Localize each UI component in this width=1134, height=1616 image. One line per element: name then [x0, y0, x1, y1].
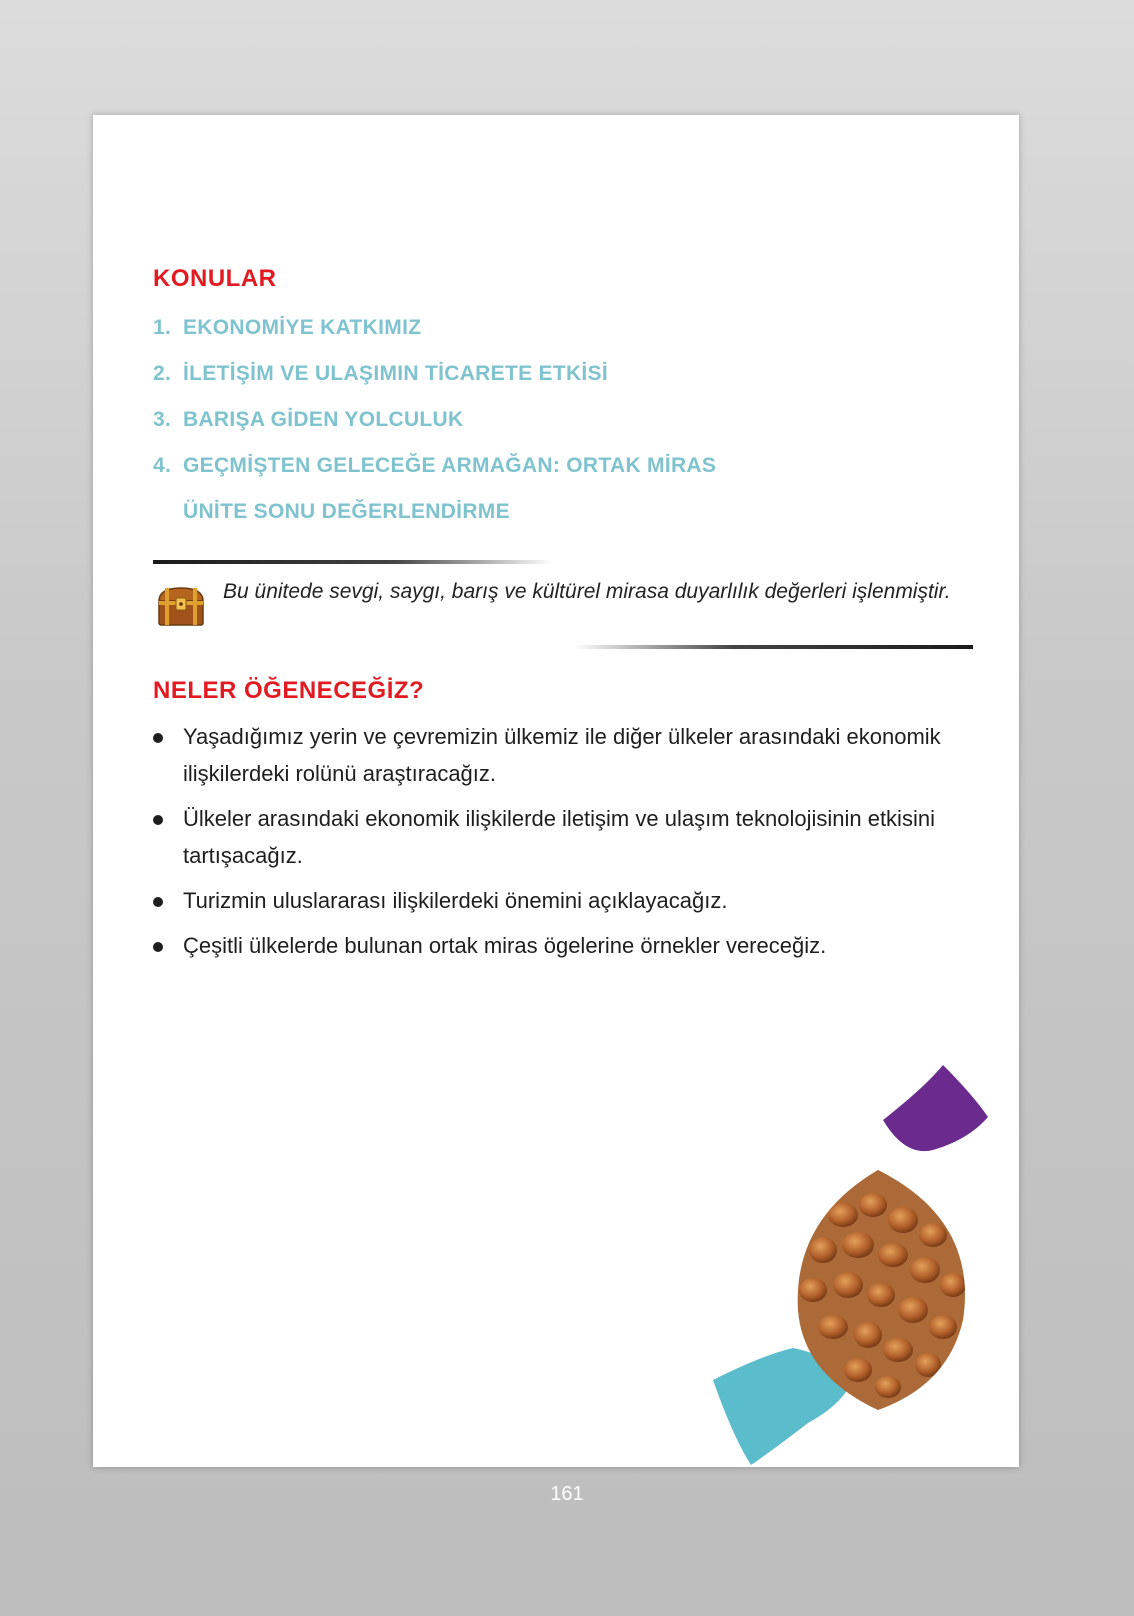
bullet-icon	[153, 897, 163, 907]
topics-heading: KONULAR	[153, 265, 277, 292]
learning-goal	[153, 718, 983, 792]
topic-item	[153, 407, 716, 453]
values-text: Bu ünitede sevgi, saygı, barış ve kültürel mirasa duyarlılık değerleri işlenmiştir.	[223, 580, 951, 603]
topic-label: GEÇMİŞTEN GELECEĞE ARMAĞAN: ORTAK MİRAS	[183, 454, 717, 477]
textbook-page	[93, 115, 1019, 1467]
divider-top	[153, 560, 553, 564]
learning-goal-text: Yaşadığımız yerin ve çevremizin ülkemiz ile diğer ülkeler arasındaki ekonomik ilişkilerdeki rolünü araştıracağız.	[183, 724, 941, 786]
learning-goals-list	[153, 718, 983, 972]
topic-label: İLETİŞİM VE ULAŞIMIN TİCARETE ETKİSİ	[183, 362, 608, 385]
bullet-icon	[153, 942, 163, 952]
topic-label: EKONOMİYE KATKIMIZ	[183, 316, 422, 339]
learning-goal	[153, 882, 983, 919]
topic-label: ÜNİTE SONU DEĞERLENDİRME	[183, 500, 510, 523]
topic-number: 3.	[153, 408, 172, 431]
topic-label: BARIŞA GİDEN YOLCULUK	[183, 408, 464, 431]
topic-item	[153, 361, 716, 407]
learning-goal-text: Çeşitli ülkelerde bulunan ortak miras ögelerine örnekler vereceğiz.	[183, 933, 827, 958]
topics-list	[153, 315, 716, 545]
divider-bottom	[573, 645, 973, 649]
learning-goal	[153, 927, 983, 964]
topic-item	[153, 499, 716, 545]
bullet-icon	[153, 733, 163, 743]
purple-shape	[883, 1065, 988, 1151]
values-note	[153, 560, 973, 650]
topic-item	[153, 315, 716, 361]
page-number: 161	[550, 1483, 584, 1505]
topic-number: 4.	[153, 454, 172, 477]
learning-goal-text: Turizmin uluslararası ilişkilerdeki önemini açıklayacağız.	[183, 888, 728, 913]
treasure-chest-icon	[155, 585, 207, 627]
learning-goal	[153, 800, 983, 874]
learning-heading: NELER ÖĞENECEĞİZ?	[153, 677, 425, 704]
topic-number: 1.	[153, 316, 172, 339]
learning-goal-text: Ülkeler arasındaki ekonomik ilişkilerde iletişim ve ulaşım teknolojisinin etkisini tartışacağız.	[183, 806, 935, 868]
topic-number: 2.	[153, 362, 172, 385]
topic-item	[153, 453, 716, 499]
bullet-icon	[153, 815, 163, 825]
decorative-image-group	[693, 1065, 1019, 1465]
